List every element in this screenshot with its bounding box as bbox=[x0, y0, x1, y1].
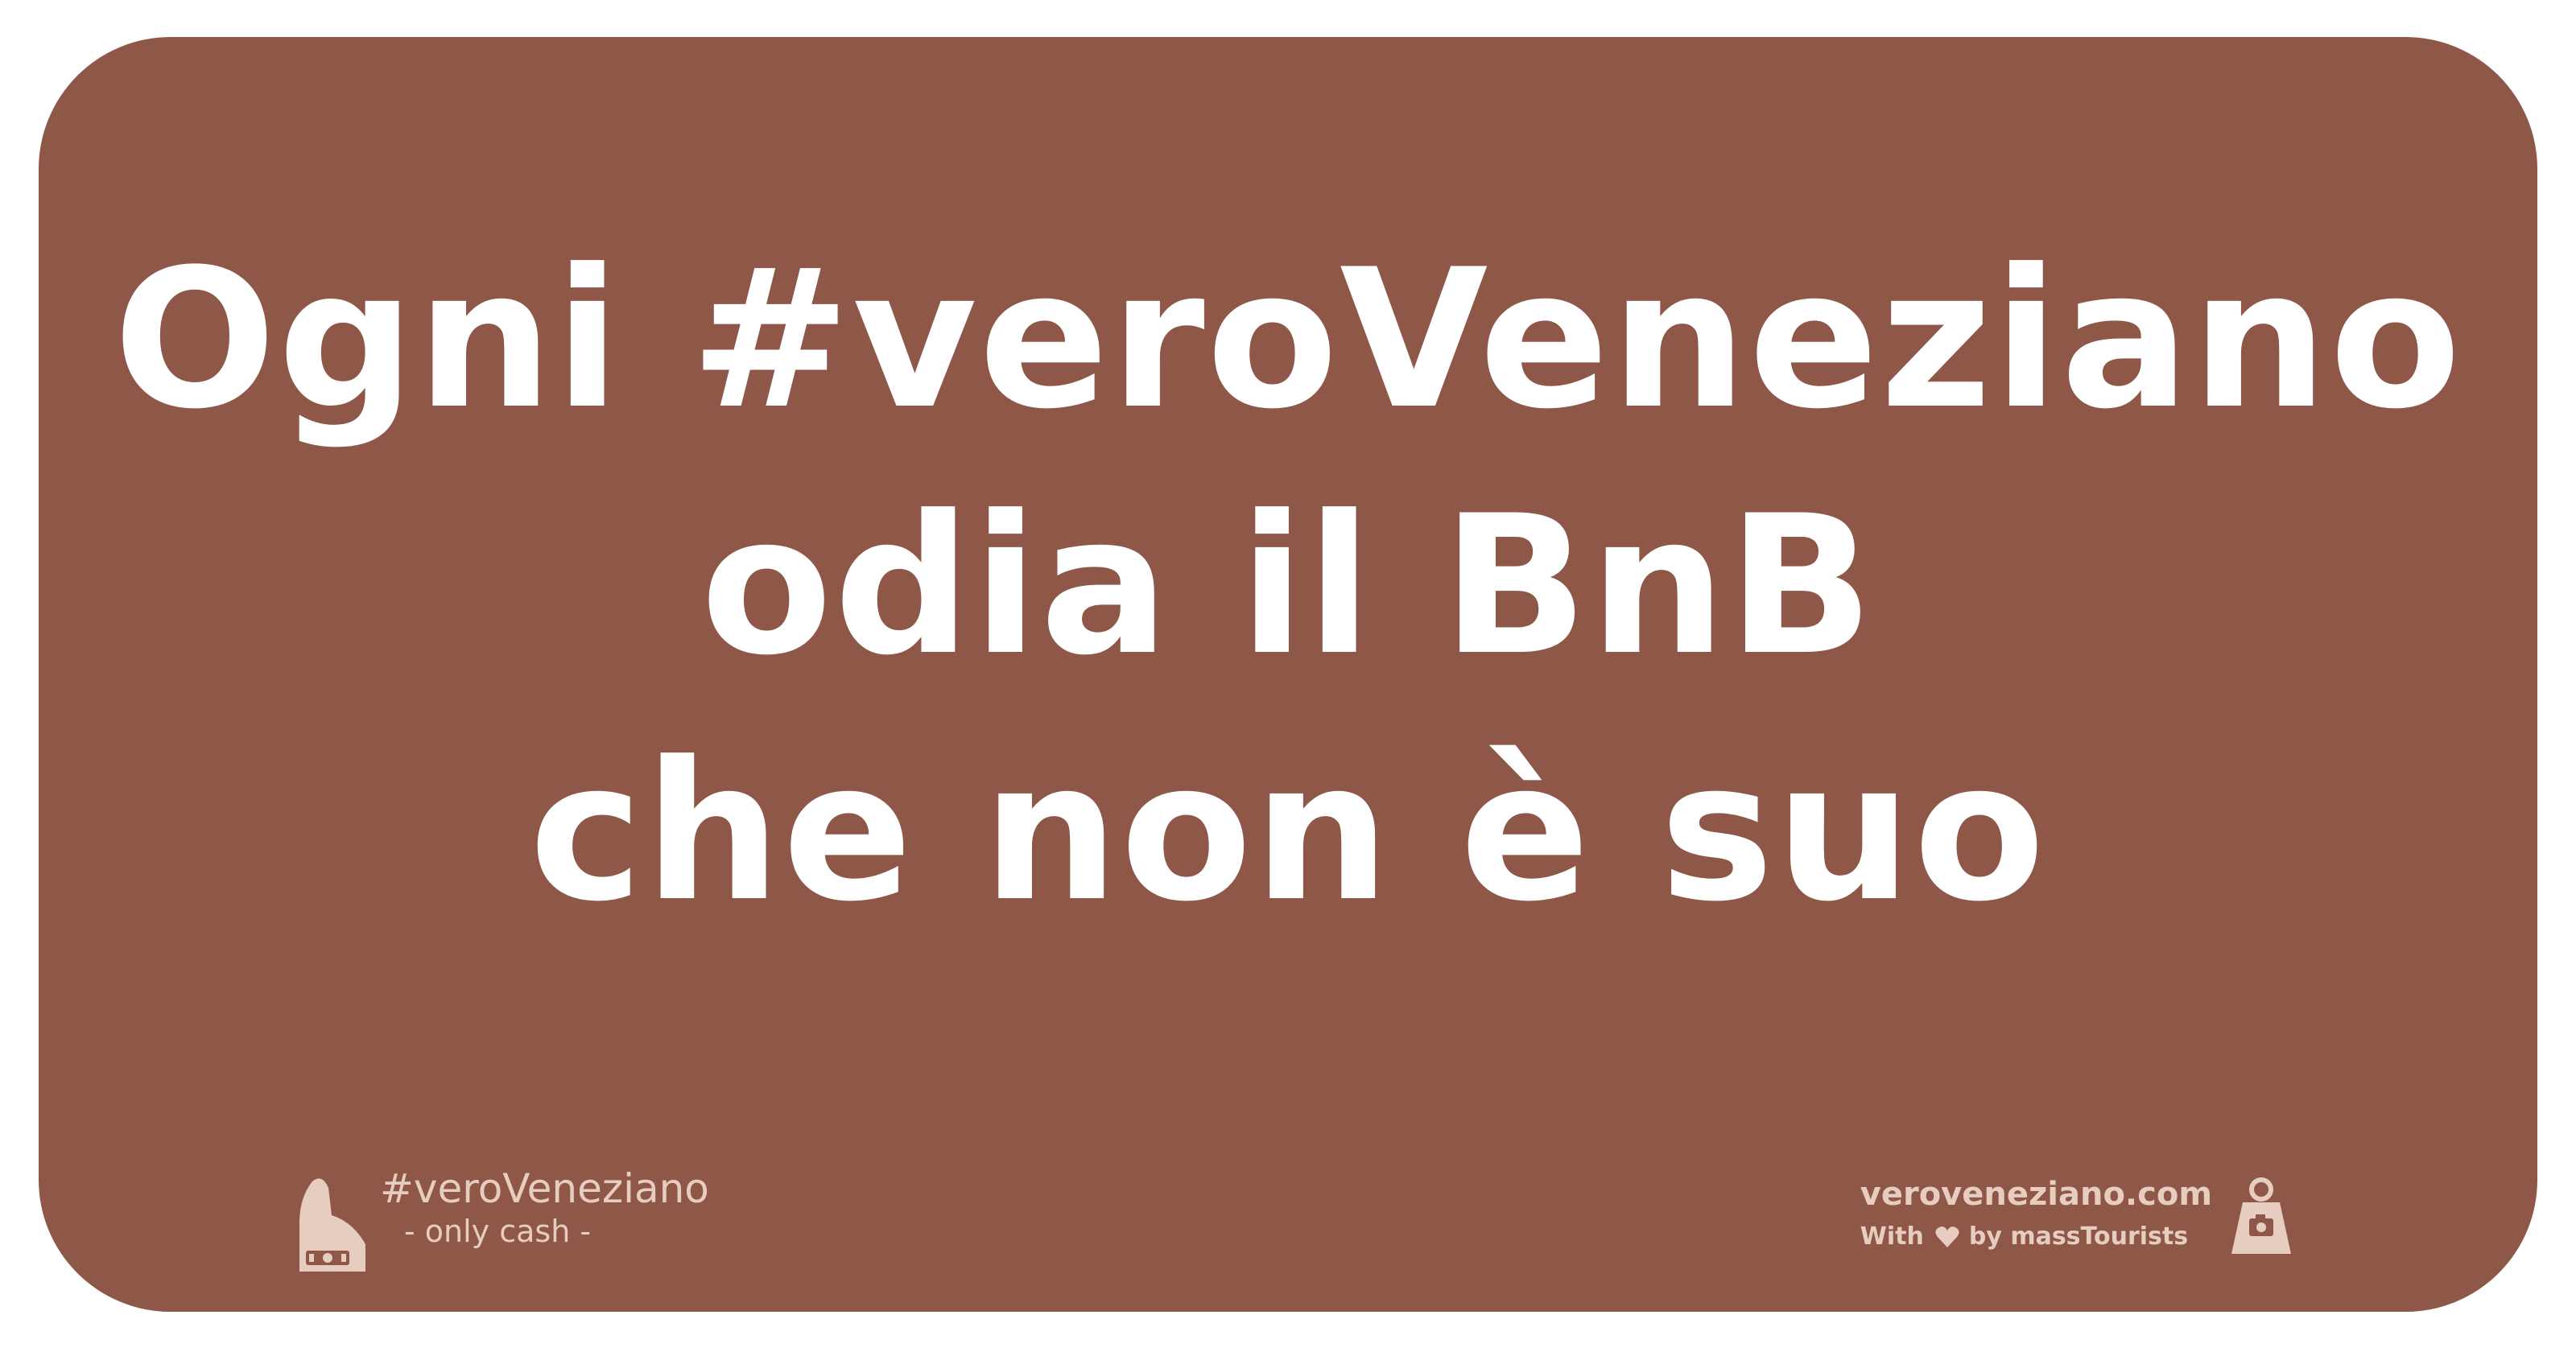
headline-line-1: Ogni #veroVeneziano bbox=[113, 229, 2463, 451]
headline-line-2: odia il BnB bbox=[700, 475, 1876, 698]
brand-hashtag: #veroVeneziano bbox=[380, 1165, 709, 1212]
website-url[interactable]: veroveneziano.com bbox=[1860, 1176, 2212, 1213]
headline bbox=[39, 217, 2537, 956]
footer-brand-right bbox=[1860, 1172, 2293, 1257]
heart-icon bbox=[1935, 1226, 1959, 1248]
sticker-card bbox=[39, 37, 2537, 1312]
credit-prefix: With bbox=[1860, 1222, 1924, 1251]
piano-icon bbox=[296, 1173, 369, 1278]
credit-suffix: by massTourists bbox=[1968, 1222, 2189, 1251]
brand-tagline: - only cash - bbox=[404, 1214, 592, 1249]
headline-line-3: che non è suo bbox=[529, 721, 2047, 944]
credit-line bbox=[1860, 1217, 2188, 1257]
footer-brand-left bbox=[296, 1164, 709, 1292]
weight-camera-icon bbox=[2230, 1177, 2293, 1257]
